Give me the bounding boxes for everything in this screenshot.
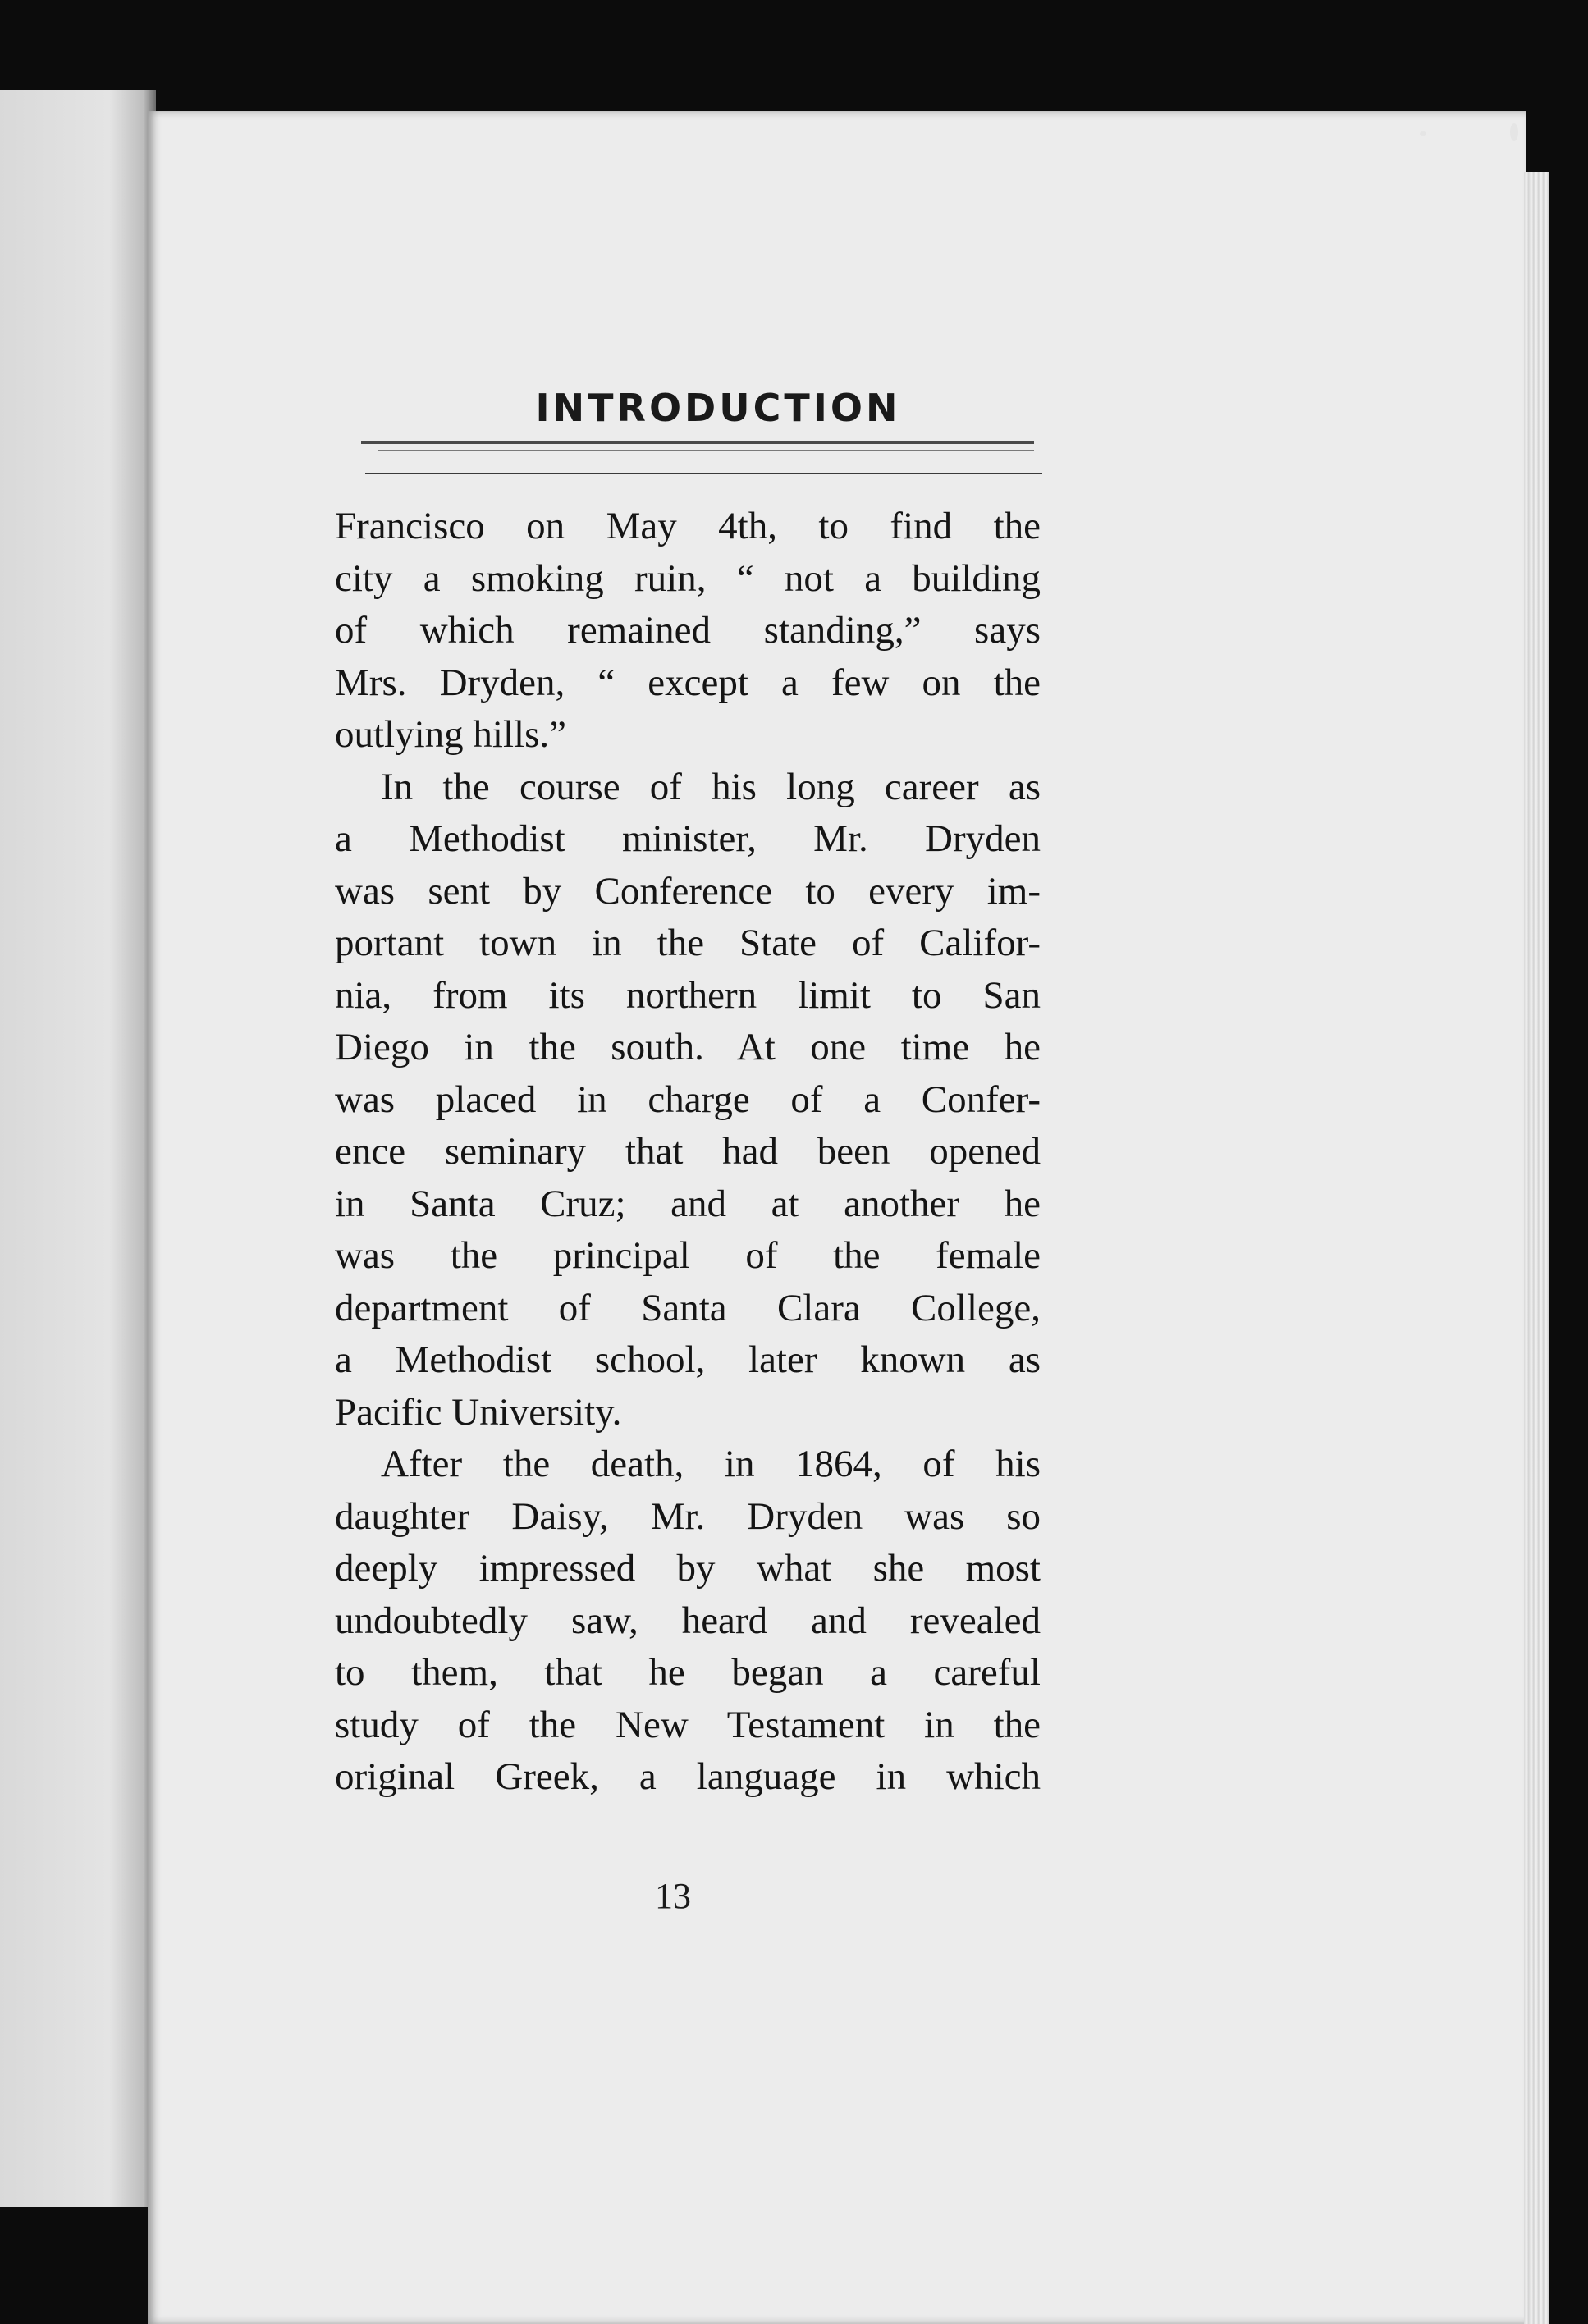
- text-line: Pacific University.: [335, 1390, 622, 1434]
- text-line: After the death, in 1864, of his: [381, 1443, 1041, 1485]
- text-line: ence seminary that had been opened: [335, 1130, 1041, 1173]
- text-line: daughter Daisy, Mr. Dryden was so: [335, 1494, 1041, 1538]
- paragraph-2: [335, 762, 1041, 1439]
- dust-speck: [1510, 123, 1518, 141]
- text-line: in Santa Cruz; and at another he: [335, 1182, 1041, 1225]
- text-line: nia, from its northern limit to San: [335, 973, 1041, 1017]
- text-line: to them, that he began a careful: [335, 1651, 1041, 1694]
- text-line: department of Santa Clara College,: [335, 1286, 1041, 1329]
- page-number: 13: [655, 1876, 691, 1916]
- header-rule: [361, 441, 1034, 444]
- header-rule-thin: [378, 450, 1034, 451]
- text-line: a Methodist minister, Mr. Dryden: [335, 817, 1041, 860]
- text-line: original Greek, a language in which: [335, 1755, 1041, 1798]
- text-line: outlying hills.”: [335, 713, 566, 756]
- text-line: was placed in charge of a Confer-: [335, 1077, 1041, 1121]
- dust-speck: [1420, 131, 1426, 136]
- page-stack-edge: [1524, 172, 1549, 2324]
- paragraph-3: [335, 1439, 1041, 1804]
- text-line: of which remained standing,” says: [335, 609, 1041, 652]
- text-line: study of the New Testament in the: [335, 1703, 1041, 1746]
- text-line: deeply impressed by what she most: [335, 1547, 1041, 1590]
- text-line: In the course of his long career as: [381, 765, 1041, 808]
- text-line: Mrs. Dryden, “ except a few on the: [335, 661, 1041, 704]
- body-text: [335, 501, 1041, 1804]
- text-line: portant town in the State of Califor-: [335, 922, 1041, 964]
- text-line: was the principal of the female: [335, 1234, 1041, 1277]
- paragraph-1: [335, 501, 1041, 762]
- text-line: a Methodist school, later known as: [335, 1338, 1041, 1381]
- running-head: INTRODUCTION: [535, 386, 901, 430]
- text-line: Diego in the south. At one time he: [335, 1026, 1041, 1068]
- facing-page-edge: [0, 90, 156, 2207]
- text-line: undoubtedly saw, heard and revealed: [335, 1599, 1041, 1642]
- text-line: city a smoking ruin, “ not a building: [335, 556, 1041, 600]
- text-line: was sent by Conference to every im-: [335, 869, 1041, 913]
- header-rule-bottom: [365, 473, 1042, 474]
- text-line: Francisco on May 4th, to find the: [335, 505, 1041, 547]
